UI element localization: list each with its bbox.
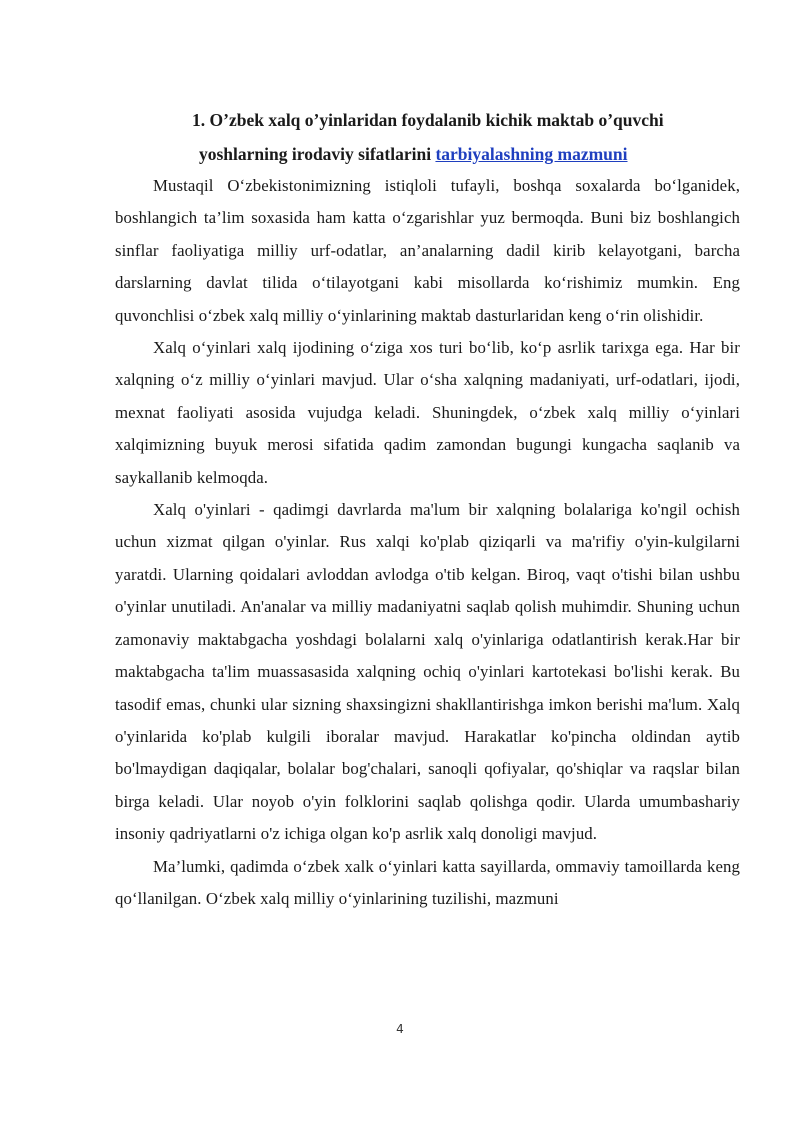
- heading-hyperlink[interactable]: tarbiyalashning mazmuni: [435, 144, 628, 164]
- section-heading-line-1: [115, 104, 800, 136]
- paragraph-2: Xalq o‘yinlari xalq ijodining o‘ziga xos turi bo‘lib, ko‘p asrlik tarixga ega. Har bir xalqning o‘z milliy o‘yinlari mavjud. Ular o‘sha xalqning madaniyati, urf-odatlari, ijodi, mexnat faoliyati asosida vujudga keladi. Shuningdek, o‘zbek xalq milliy o‘yinlari xalqimizning buyuk merosi sifatida qadim zamondan bugungi kungacha saqlanib va saykallanib kelmoqda.: [115, 338, 740, 487]
- section-heading-text: 1. O’zbek xalq o’yinlaridan foydalanib kichik maktab o’quvchi: [192, 110, 664, 130]
- section-heading-line-2: [115, 138, 800, 170]
- paragraph-3: Xalq o'yinlari - qadimgi davrlarda ma'lum bir xalqning bolalariga ko'ngil ochish uchun xizmat qilgan o'yinlar. Rus xalqi ko'plab qiziqarli va ma'rifiy o'yin-kulgilarni yaratdi. Ularning qoidalari avloddan avlodga o'tib kelgan. Biroq, vaqt o'tishi bilan ushbu o'yinlar unutiladi. An'analar va milliy madaniyatni saqlab qolish muhimdir. Shuning uchun zamonaviy maktabgacha yoshdagi bolalarni xalq o'yinlariga odatlantirish kerak.Har bir maktabgacha ta'lim muassasasida xalqning ochiq o'yinlari kartotekasi bo'lishi kerak. Bu tasodif emas, chunki ular sizning shaxsingizni shakllantirishga imkon berishi ma'lum. Xalq o'yinlarida ko'plab kulgili iboralar mavjud. Harakatlar ko'pincha oldindan aytib bo'lmaydigan daqiqalar, bolalar bog'chalari, sanoqli qofiyalar, qo'shiqlar va raqslar bilan birga keladi. Ular noyob o'yin folklorini saqlab qolishga qodir. Ularda umumbashariy insoniy qadriyatlarni o'z ichiga olgan ko'p asrlik xalq donoligi mavjud.: [115, 500, 740, 844]
- paragraph-4: Ma’lumki, qadimda o‘zbek xalk o‘yinlari katta sayillarda, ommaviy tamoillarda keng qo‘llanilgan. O‘zbek xalq milliy o‘yinlarining tuzilishi, mazmuni: [115, 856, 740, 908]
- paragraph-1: Mustaqil O‘zbekistonimizning istiqloli tufayli, boshqa soxalarda bo‘lganidek, boshlangich ta’lim soxasida ham katta o‘zgarishlar yuz bermoqda. Buni biz boshlangich sinflar faoliyatiga milliy urf-odatlar, an’analarning dadil kirib kelayotgani, barcha darslarning davlat tilida o‘tilayotgani kabi misollarda ko‘rishimiz mumkin. Eng quvonchlisi o‘zbek xalq milliy o‘yinlarining maktab dasturlaridan keng o‘rin olishidir.: [115, 176, 740, 325]
- body-text: [115, 170, 740, 915]
- page-number: 4: [396, 1022, 404, 1036]
- section-heading-text-continued: yoshlarning irodaviy sifatlarini: [199, 144, 436, 164]
